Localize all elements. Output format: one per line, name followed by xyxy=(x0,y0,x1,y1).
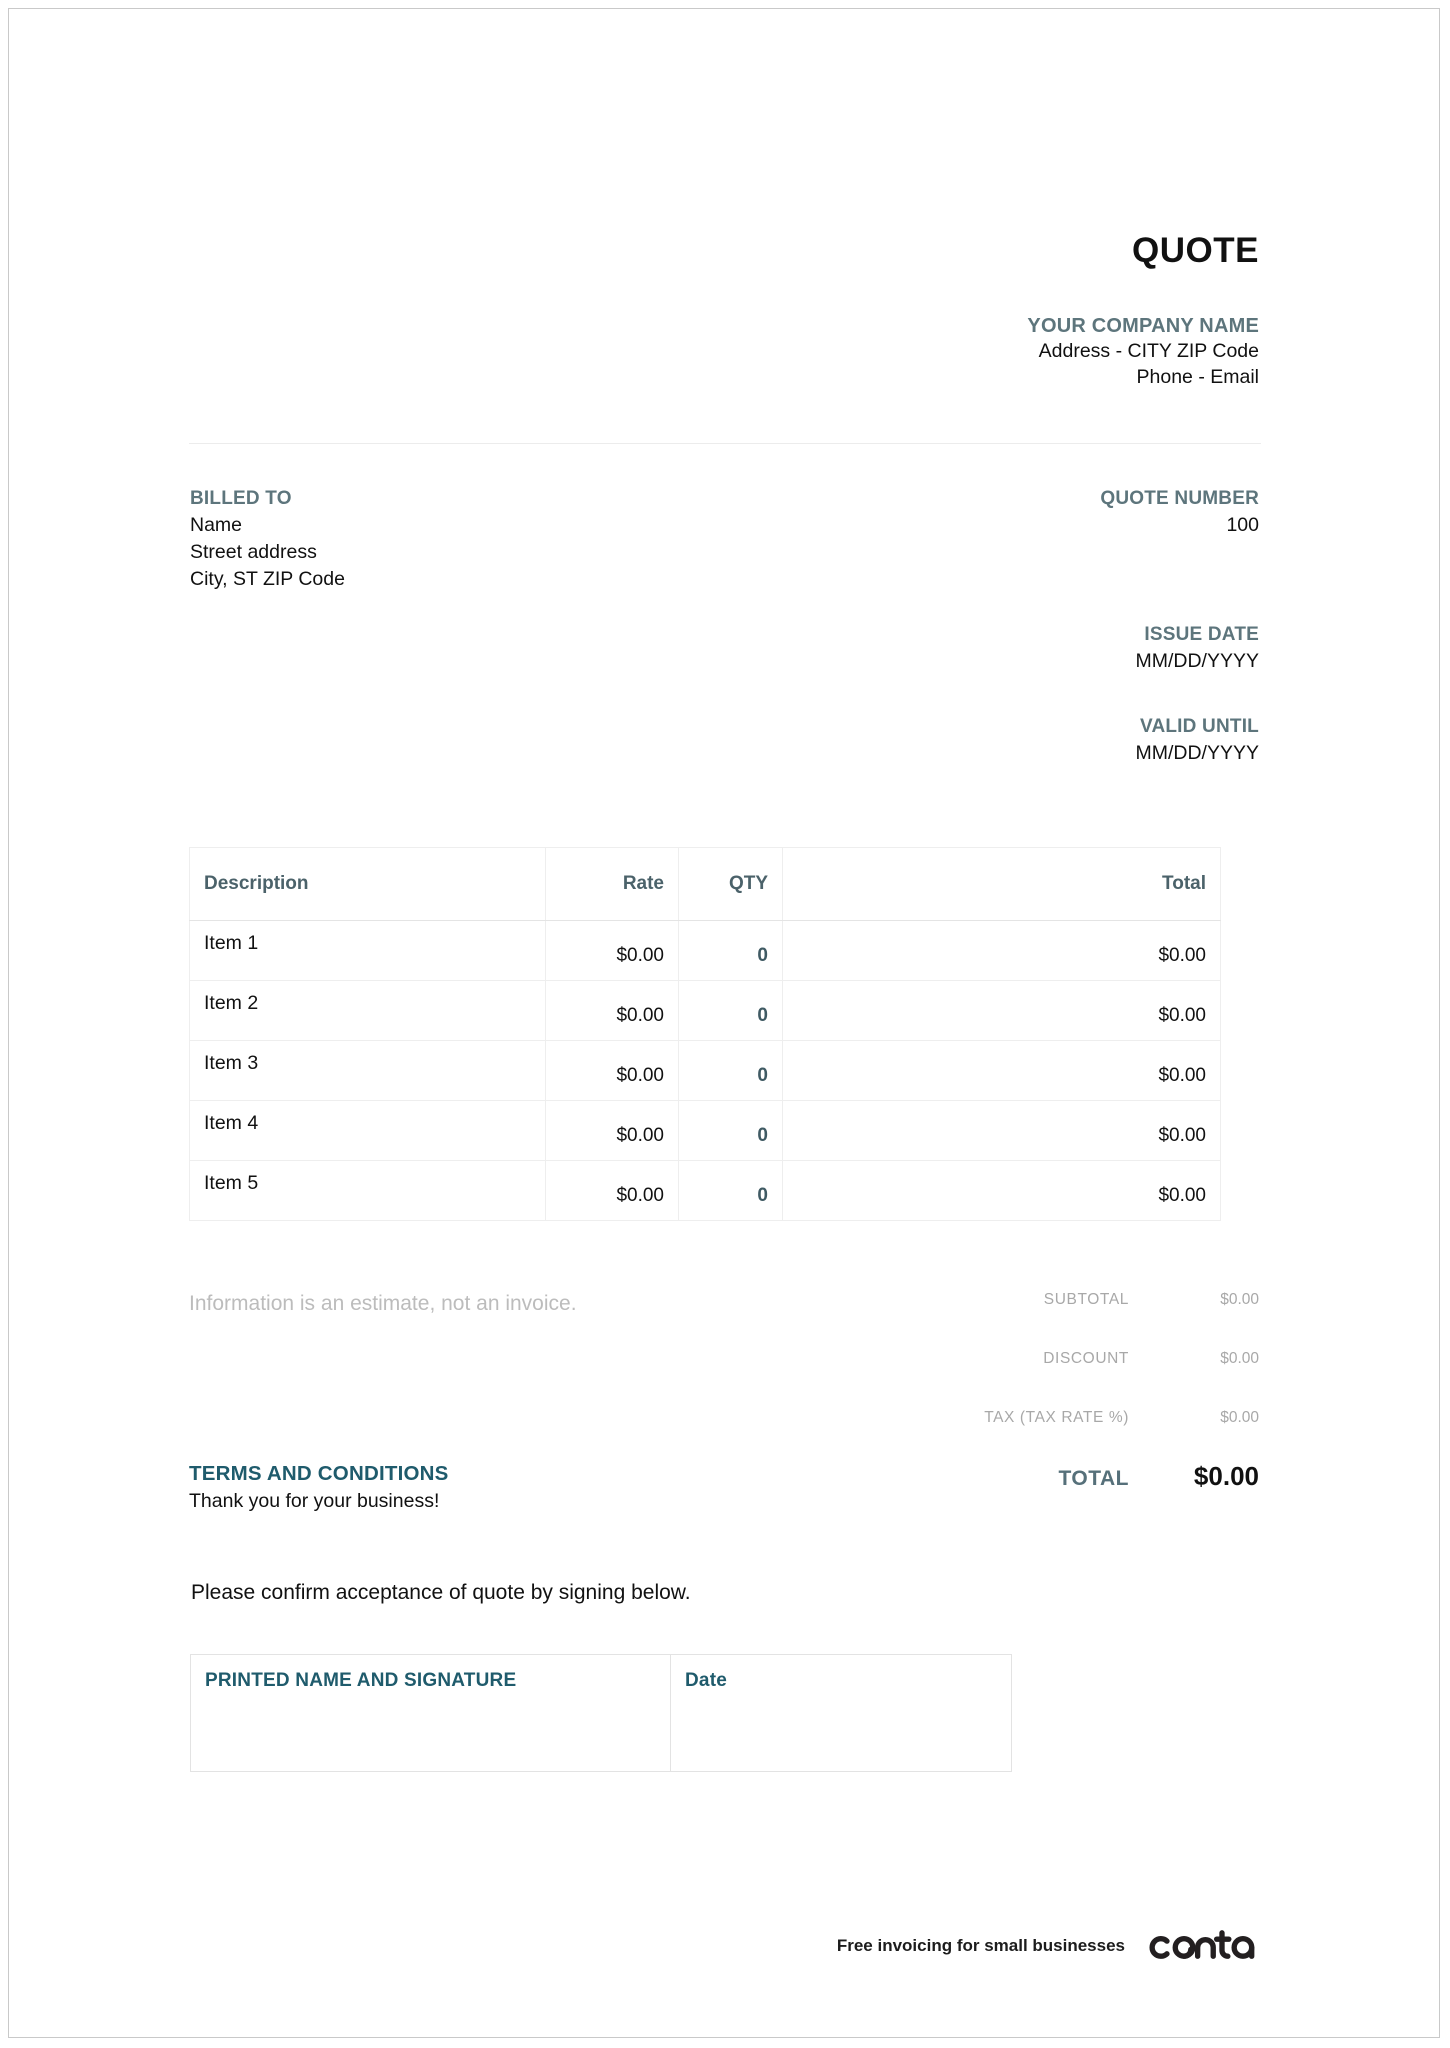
quote-page xyxy=(8,8,1440,2038)
signature-date-label: Date xyxy=(685,1670,727,1691)
column-header-rate: Rate xyxy=(546,848,679,921)
line-item-qty[interactable] xyxy=(679,1101,783,1161)
subtotal-label: SUBTOTAL xyxy=(1043,1291,1129,1308)
table-row xyxy=(190,1101,1221,1161)
line-item-total xyxy=(783,1161,1221,1221)
valid-until-label: VALID UNTIL xyxy=(1139,716,1259,737)
estimate-note: Information is an estimate, not an invoice. xyxy=(189,1292,577,1315)
line-item-qty-text: 0 xyxy=(757,1064,768,1086)
billed-to-block xyxy=(190,486,345,593)
valid-until-value: MM/DD/YYYY xyxy=(1135,742,1259,765)
terms-heading: TERMS AND CONDITIONS xyxy=(189,1462,449,1485)
tax-value: $0.00 xyxy=(1220,1409,1259,1426)
line-item-description[interactable] xyxy=(190,1041,546,1101)
signature-date-cell[interactable] xyxy=(671,1655,1012,1772)
line-item-rate[interactable] xyxy=(546,1101,679,1161)
line-item-rate[interactable] xyxy=(546,921,679,981)
billed-to-name: Name xyxy=(190,514,243,537)
company-info-block xyxy=(1027,313,1259,391)
billed-to-label: BILLED TO xyxy=(190,488,292,509)
issue-date-label: ISSUE DATE xyxy=(1144,624,1259,645)
line-item-qty-text: 0 xyxy=(757,1124,768,1146)
line-item-total xyxy=(783,1041,1221,1101)
line-item-total-text: $0.00 xyxy=(1158,1064,1206,1086)
company-address: Address - CITY ZIP Code xyxy=(1038,340,1259,363)
footer xyxy=(837,1927,1259,1965)
line-item-total xyxy=(783,981,1221,1041)
line-item-description[interactable] xyxy=(190,1101,546,1161)
table-row xyxy=(190,921,1221,981)
issue-date-value: MM/DD/YYYY xyxy=(1135,650,1259,673)
line-item-rate[interactable] xyxy=(546,1161,679,1221)
line-item-description[interactable] xyxy=(190,921,546,981)
quote-sheet xyxy=(9,9,1439,2037)
column-header-qty: QTY xyxy=(679,848,783,921)
page-title: QUOTE xyxy=(1132,231,1259,270)
line-item-rate[interactable] xyxy=(546,981,679,1041)
discount-row xyxy=(839,1350,1259,1368)
issue-date-block xyxy=(1135,622,1259,675)
totals-block xyxy=(839,1291,1259,1468)
line-item-rate-text: $0.00 xyxy=(616,1064,664,1086)
line-item-total-text: $0.00 xyxy=(1158,1184,1206,1206)
line-item-rate-text: $0.00 xyxy=(616,1124,664,1146)
table-row xyxy=(190,1041,1221,1101)
grand-total-value: $0.00 xyxy=(1193,1461,1259,1491)
quote-number-label: QUOTE NUMBER xyxy=(1100,488,1259,509)
quote-number-block xyxy=(1100,486,1259,539)
tax-label: TAX (TAX RATE %) xyxy=(984,1409,1129,1426)
subtotal-value: $0.00 xyxy=(1220,1291,1259,1308)
discount-value: $0.00 xyxy=(1220,1350,1259,1367)
discount-label: DISCOUNT xyxy=(1043,1350,1129,1367)
terms-and-conditions-block xyxy=(189,1460,449,1514)
quote-number-value: 100 xyxy=(1226,514,1259,537)
line-item-qty[interactable] xyxy=(679,1041,783,1101)
line-item-qty[interactable] xyxy=(679,1161,783,1221)
signature-table xyxy=(190,1654,1012,1772)
line-item-total xyxy=(783,921,1221,981)
table-row xyxy=(190,981,1221,1041)
header-divider xyxy=(189,443,1261,444)
line-item-qty[interactable] xyxy=(679,921,783,981)
terms-body: Thank you for your business! xyxy=(189,1489,440,1512)
line-item-description-text: Item 5 xyxy=(204,1172,259,1194)
line-item-description[interactable] xyxy=(190,1161,546,1221)
printed-name-signature-cell[interactable] xyxy=(191,1655,671,1772)
conta-logo-icon xyxy=(1147,1927,1259,1965)
column-header-description: Description xyxy=(190,848,546,921)
line-item-total-text: $0.00 xyxy=(1158,1004,1206,1026)
company-name: YOUR COMPANY NAME xyxy=(1027,315,1259,337)
signature-row xyxy=(191,1655,1012,1772)
line-item-description-text: Item 3 xyxy=(204,1052,259,1074)
grand-total-label: TOTAL xyxy=(1058,1467,1129,1490)
line-item-rate-text: $0.00 xyxy=(616,1004,664,1026)
company-contact: Phone - Email xyxy=(1136,366,1259,389)
line-item-rate-text: $0.00 xyxy=(616,944,664,966)
footer-tagline: Free invoicing for small businesses xyxy=(836,1936,1125,1955)
line-item-qty-text: 0 xyxy=(757,944,768,966)
line-item-qty-text: 0 xyxy=(757,1004,768,1026)
billed-to-street: Street address xyxy=(190,541,317,564)
billed-to-city-state-zip: City, ST ZIP Code xyxy=(190,568,345,591)
signature-prompt: Please confirm acceptance of quote by signing below. xyxy=(191,1581,691,1604)
tax-row xyxy=(839,1409,1259,1427)
line-item-qty-text: 0 xyxy=(757,1184,768,1206)
subtotal-row xyxy=(839,1291,1259,1309)
line-item-total-text: $0.00 xyxy=(1158,944,1206,966)
table-row xyxy=(190,1161,1221,1221)
column-header-total: Total xyxy=(783,848,1221,921)
line-item-description-text: Item 4 xyxy=(204,1112,259,1134)
line-item-description[interactable] xyxy=(190,981,546,1041)
line-item-total xyxy=(783,1101,1221,1161)
valid-until-block xyxy=(1135,714,1259,767)
table-header-row xyxy=(190,848,1221,921)
grand-total-row xyxy=(839,1461,1259,1492)
line-item-rate[interactable] xyxy=(546,1041,679,1101)
line-item-description-text: Item 1 xyxy=(204,932,259,954)
line-item-rate-text: $0.00 xyxy=(616,1184,664,1206)
line-items-table xyxy=(189,847,1221,1221)
printed-name-signature-label: PRINTED NAME AND SIGNATURE xyxy=(205,1670,517,1691)
line-item-total-text: $0.00 xyxy=(1158,1124,1206,1146)
line-item-description-text: Item 2 xyxy=(204,992,259,1014)
line-item-qty[interactable] xyxy=(679,981,783,1041)
